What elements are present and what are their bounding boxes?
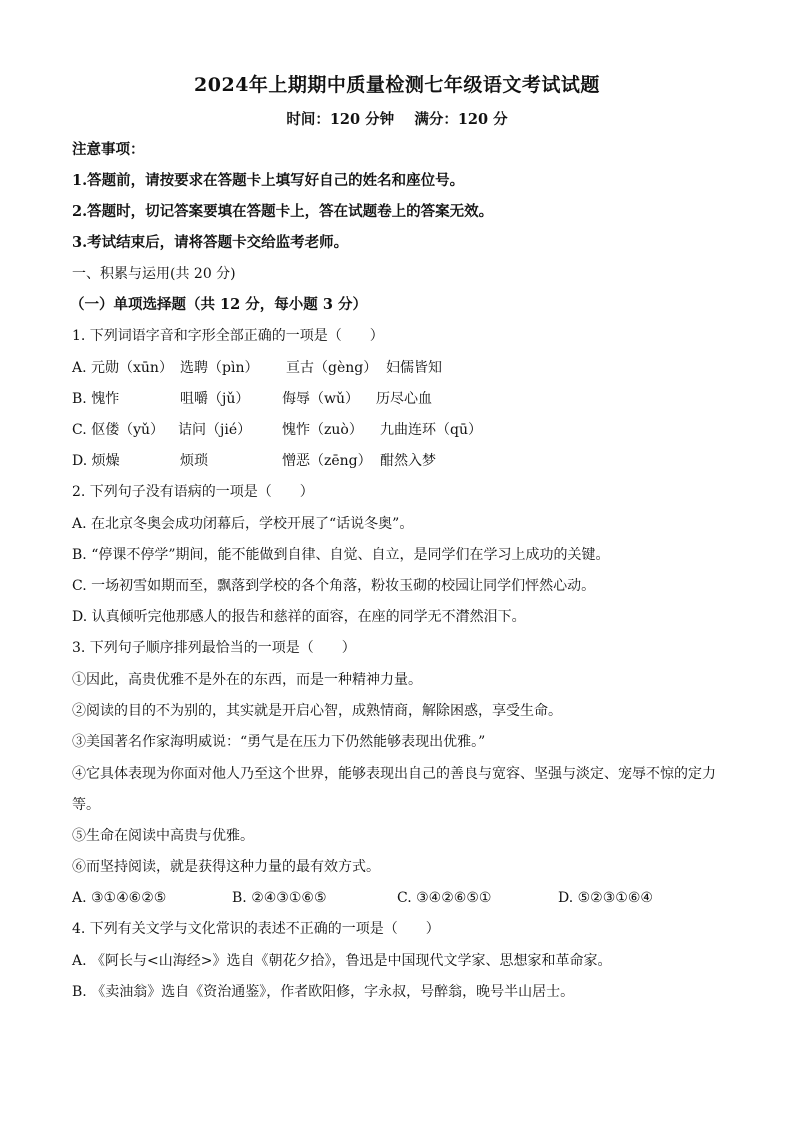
option-text: C. ③④②⑥⑤①	[397, 890, 492, 906]
section-title: 一、积累与运用(共 20 分)	[72, 266, 236, 282]
option-text: D. 认真倾听完他那感人的报告和慈祥的面容，在座的同学无不潸然泪下。	[72, 609, 526, 625]
question-stem: 2. 下列句子没有语病的一项是（ ）	[72, 484, 314, 500]
option-text: C. 一场初雪如期而至，飘落到学校的各个角落，粉妆玉砌的校园让同学们怦然心动。	[72, 578, 596, 594]
option-text: B. ②④③①⑥⑤	[232, 890, 327, 906]
option-word: C. 伛偻（yǔ）	[72, 422, 165, 438]
option-word: 诘问（jié）	[178, 422, 252, 438]
option-word: 妇儒皆知	[386, 360, 442, 376]
notice-item: 1.答题前，请按要求在答题卡上填写好自己的姓名和座位号。	[72, 172, 465, 189]
sentence: ⑥而坚持阅读，就是获得这种力量的最有效方式。	[72, 859, 380, 875]
option-word: 九曲连环（qū）	[380, 422, 482, 438]
sentence: 等。	[72, 797, 100, 813]
option-word: B. 愧怍	[72, 391, 120, 407]
sentence: ①因此，高贵优雅不是外在的东西，而是一种精神力量。	[72, 672, 422, 688]
option-text: A. ③①④⑥②⑤	[72, 890, 167, 906]
option-word: 选聘（pìn）	[180, 360, 259, 376]
option-text: A. 在北京冬奥会成功闭幕后，学校开展了“话说冬奥”。	[72, 516, 414, 532]
notice-item: 3.考试结束后，请将答题卡交给监考老师。	[72, 234, 349, 251]
exam-time-score: 时间：120 分钟 满分：120 分	[286, 111, 508, 128]
option-word: 愧怍（zuò）	[282, 422, 363, 438]
option-word: 侮辱（wǔ）	[282, 391, 359, 407]
option-word: 酣然入梦	[380, 453, 436, 469]
option-word: 烦琐	[180, 453, 208, 469]
option-word: 亘古（gèng）	[286, 360, 378, 376]
option-text: A. 《阿长与<山海经>》选自《朝花夕拾》，鲁迅是中国现代文学家、思想家和革命家。	[72, 953, 612, 969]
sentence: ④它具体表现为你面对他人乃至这个世界，能够表现出自己的善良与宽容、坚强与淡定、宠辱不惊的定力	[72, 766, 716, 782]
option-word: 咀嚼（jǔ）	[180, 391, 250, 407]
option-word: D. 烦燥	[72, 453, 120, 469]
page-title: 2024年上期期中质量检测七年级语文考试试题	[194, 74, 600, 96]
section-subtitle: （一）单项选择题（共 12 分，每小题 3 分）	[70, 296, 367, 313]
option-text: B. 《卖油翁》选自《资治通鉴》，作者欧阳修，字永叔，号醉翁，晚号半山居士。	[72, 984, 575, 1000]
option-text: B. “停课不停学”期间，能不能做到自律、自觉、自立，是同学们在学习上成功的关键。	[72, 547, 610, 563]
notice-heading: 注意事项：	[72, 141, 145, 158]
option-word: A. 元勋（xūn）	[72, 360, 173, 376]
sentence: ⑤生命在阅读中高贵与优雅。	[72, 828, 254, 844]
option-word: 历尽心血	[376, 391, 432, 407]
question-stem: 3. 下列句子顺序排列最恰当的一项是（ ）	[72, 640, 356, 656]
sentence: ③美国著名作家海明威说：“勇气是在压力下仍然能够表现出优雅。”	[72, 734, 486, 750]
question-stem: 4. 下列有关文学与文化常识的表述不正确的一项是（ ）	[72, 921, 440, 937]
option-text: D. ⑤②③①⑥④	[558, 890, 653, 906]
question-stem: 1. 下列词语字音和字形全部正确的一项是（ ）	[72, 328, 384, 344]
option-word: 憎恶（zēng）	[282, 453, 372, 469]
notice-item: 2.答题时，切记答案要填在答题卡上，答在试题卷上的答案无效。	[72, 203, 494, 220]
sentence: ②阅读的目的不为别的，其实就是开启心智，成熟情商，解除困惑，享受生命。	[72, 703, 562, 719]
